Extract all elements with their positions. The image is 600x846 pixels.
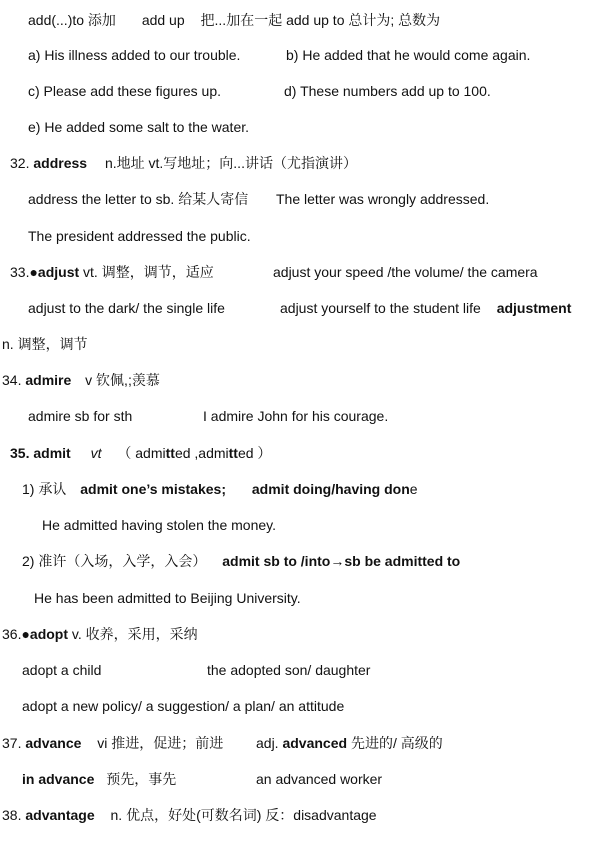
example-line — [22, 697, 344, 715]
headword: adjustment — [496, 300, 572, 316]
example: address the letter to sb. 给某人寄信 — [28, 191, 249, 207]
inflection: （ admitted ,admitted ） — [117, 445, 272, 461]
entry-number: 37. — [2, 735, 22, 751]
example: adjust yourself to the student life — [280, 300, 481, 316]
example-line — [28, 407, 132, 425]
definition: n.地址 vt.写地址；向...讲话（尤指演讲） — [104, 155, 357, 171]
text: add(...)to 添加 — [28, 12, 116, 28]
headword: advantage — [25, 807, 95, 823]
headword: admire — [25, 372, 72, 388]
example-line — [273, 263, 538, 281]
definition: 先进的/ 高级的 — [350, 735, 443, 751]
example: I admire John for his courage. — [203, 408, 389, 424]
example: adopt a new policy/ a suggestion/ a plan/ an attitude — [22, 698, 345, 714]
definition: v 钦佩,;羡慕 — [85, 372, 160, 388]
example-d: d) These numbers add up to 100. — [284, 83, 491, 99]
phrase: admit sb to /into→sb be admitted to — [222, 553, 461, 569]
entry-number: 34. — [2, 372, 22, 388]
definition-line — [256, 734, 443, 752]
entry-number: 38. — [2, 807, 22, 823]
sense-label: 2) 准许（入场，入学，入会） — [22, 553, 207, 569]
example-c: c) Please add these figures up. — [28, 83, 222, 99]
example-e: e) He added some salt to the water. — [28, 119, 250, 135]
entry-adopt-heading — [2, 625, 198, 643]
example-line — [28, 46, 240, 64]
example: admire sb for sth — [28, 408, 133, 424]
phrase-line — [22, 770, 176, 788]
definition: v. 收养，采用，采纳 — [68, 626, 198, 642]
example-line — [42, 516, 276, 534]
entry-add-line — [28, 11, 440, 29]
sense-line — [22, 552, 460, 570]
entry-adjust-heading — [10, 263, 214, 281]
example-a: a) His illness added to our trouble. — [28, 47, 241, 63]
example-line — [256, 770, 382, 788]
example-line — [28, 118, 249, 136]
definition-line — [2, 335, 88, 353]
example: an advanced worker — [256, 771, 383, 787]
example-line — [28, 299, 225, 317]
definition: n. 优点，好处(可数名词) 反：disadvantage — [110, 807, 377, 823]
example-line — [28, 227, 251, 245]
definition: vi 推进，促进；前进 — [97, 735, 224, 751]
headword: adopt — [29, 626, 69, 642]
example: adjust to the dark/ the single life — [28, 300, 225, 316]
headword: 35. admit — [10, 445, 71, 461]
example-line — [28, 190, 248, 208]
entry-address-heading — [10, 154, 357, 172]
example-line — [22, 661, 101, 679]
example-line — [286, 46, 530, 64]
entry-number: 36.● — [2, 626, 30, 642]
example-line — [34, 589, 301, 607]
entry-number: 33.● — [10, 264, 38, 280]
example: adjust your speed /the volume/ the camera — [273, 264, 538, 280]
example-line — [203, 407, 388, 425]
example: He has been admitted to Beijing University. — [34, 590, 301, 606]
headword: advance — [25, 735, 82, 751]
definition: vt. 调整，调节，适应 — [79, 264, 214, 280]
part-of-speech: adj. — [256, 735, 279, 751]
example: The president addressed the public. — [28, 228, 251, 244]
example-line — [284, 82, 491, 100]
sense-label: 1) 承认 — [22, 481, 67, 497]
phrase: in advance — [22, 771, 95, 787]
example: adopt a child — [22, 662, 102, 678]
entry-admire-heading — [2, 371, 160, 389]
entry-number: 32. — [10, 155, 30, 171]
headword: address — [33, 155, 88, 171]
text: 把...加在一起 add up to 总计为; 总数为 — [200, 12, 441, 28]
entry-admit-heading — [10, 444, 271, 462]
headword: advanced — [282, 735, 348, 751]
entry-advantage-heading — [2, 806, 377, 824]
example-line — [280, 299, 571, 317]
example: the adopted son/ daughter — [207, 662, 371, 678]
definition: 预先，事先 — [106, 771, 177, 787]
part-of-speech: vt — [90, 445, 102, 461]
sense-line: 1) 承认 admit one’s mistakes; admit doing/having done — [22, 481, 418, 497]
example: The letter was wrongly addressed. — [276, 191, 490, 207]
example: He admitted having stolen the money. — [42, 517, 276, 533]
phrase: admit one’s mistakes; — [80, 481, 226, 497]
entry-advance-heading — [2, 734, 223, 752]
text: add up — [141, 12, 185, 28]
headword: adjust — [37, 264, 80, 280]
example-b: b) He added that he would come again. — [286, 47, 531, 63]
example-line — [28, 82, 221, 100]
example-line — [276, 190, 489, 208]
definition: n. 调整，调节 — [2, 336, 88, 352]
example-line — [207, 661, 370, 679]
phrase: admit doing/having don — [251, 481, 410, 497]
